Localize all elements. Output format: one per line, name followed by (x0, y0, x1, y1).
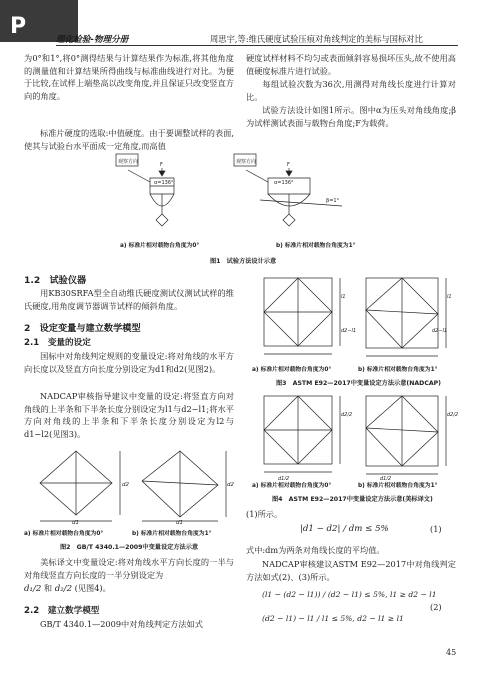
left-paragraph-5: NADCAP审核指导建议中变量的设定:将竖直方向对角线的上半条和下半条长度分别设定为l1与d2−l1;将水平方向对角线的上半条和下半条长度分别设定为l2与d1−l2(见图3)。 (24, 391, 234, 439)
left-paragraph-6b: d₁/2 和 d₂/2 (见图4)。 (24, 583, 111, 594)
right-paragraph-6: NADCAP审核建议ASTM E92—2017中对角线判定方法如式(2)、(3)所示。 (246, 559, 456, 582)
running-title: 周思宇,等:维氏硬度试验压痕对角线判定的美标与国标对比 (210, 34, 423, 44)
figure-4b (366, 396, 446, 474)
section-1-2-heading: 1.2 试验仪器 (24, 275, 87, 286)
fig1b-F-label: F (287, 162, 290, 168)
left-paragraph-1: 为0°和1°,将0°测得结果与计算结果作为标准,将其他角度的测量值和计算结果所得曲线与标准曲线进行对比。为便于比较,在试样上端垫高以改变角度,并且保证只改变竖直方向的角度。 (24, 53, 234, 101)
fig4-sub-b: b) 标准片相对载物台角度为1° (358, 483, 438, 489)
fig1b-view-label: 观察方向 (236, 159, 257, 165)
fig2-sub-a: a) 标准片相对载物台角度为0° (24, 531, 104, 537)
fig4b-d2-half: d2/2 (447, 412, 458, 418)
journal-logo: P (10, 14, 27, 39)
frac-d1-2: d₁/2 (24, 584, 42, 594)
fig3b-d2-l1: d2−l1 (432, 328, 448, 334)
fig3-sub-a: a) 标准片相对载物台角度为0° (252, 367, 332, 373)
fig4b-d1-half: d1/2 (380, 476, 392, 480)
left-paragraph-4: 国标中对角线判定规则的变量设定:将对角线的水平方向长度以及竖直方向长度分别设定为d1和d2(见图2)。 (24, 351, 234, 374)
fig1-sub-a: a) 标准片相对载物台角度为0° (120, 243, 200, 249)
section-2-1-heading: 2.1 变量的设定 (24, 338, 91, 348)
right-paragraph-3: 试验方法设计如图1所示。图中α为压头对角线角度;β为试样测试表面与载物台角度;F为载荷。 (246, 105, 456, 128)
figure-3a (264, 278, 340, 354)
header-rule (56, 45, 458, 46)
page-number: 45 (446, 648, 457, 657)
fig3-sub-b: b) 标准片相对载物台角度为1° (358, 367, 438, 373)
right-paragraph-5: 式中:dm为两条对角线长度的平均值。 (246, 545, 385, 555)
fig1b-alpha-label: α=136° (274, 180, 294, 186)
figure-1-diagram (110, 148, 370, 240)
section-2-2-heading: 2.2 建立数学模型 (24, 606, 100, 616)
right-paragraph-1: 硬度试样材料不均匀或表面倾斜容易损坏压头,故不使用高值硬度标准片进行试验。 (246, 53, 456, 76)
equation-1-number: (1) (430, 524, 442, 534)
fig2b-d2: d2 (227, 482, 234, 488)
left-paragraph-3: 用KB30SRFA型全自动维氏硬度测试仪测试试样的维氏硬度,用角度调节器调节试样的倾斜角度。 (24, 288, 234, 311)
figure-2-diagram (28, 445, 234, 525)
section-2-heading: 2 设定变量与建立数学模型 (24, 323, 141, 334)
figure-4a (264, 396, 340, 472)
journal-name: 理化检验-物理分册 (56, 35, 129, 45)
fig2a-d2: d2 (122, 482, 129, 488)
figure-4-diagram (252, 388, 458, 480)
left-paragraph-2: 标准片硬度的选取:中值硬度。由于要调整试样的表面,使其与试验台水平面成一定角度,而高值 (24, 128, 234, 151)
figure-3b (366, 278, 446, 356)
fig3b-l1: l1 (447, 294, 452, 300)
fig1b-beta-label: β=1° (326, 198, 340, 204)
fig3a-d2-l1: d2−l1 (341, 328, 357, 334)
frac-d2-2: d₂/2 (54, 584, 73, 594)
equation-1: |d1 − d2| / dm ≤ 5% (300, 524, 389, 534)
figure-3-diagram (252, 270, 458, 362)
right-paragraph-4: (1)所示。 (246, 509, 283, 519)
fig1a-F-label: F (160, 162, 163, 168)
fig3-caption: 图3 ASTM E92—2017中变量设定方法示意(NADCAP) (276, 380, 442, 387)
fig4-caption: 图4 ASTM E92—2017中变量设定方法示意(美标译文) (272, 496, 433, 503)
fig1a-alpha-label: α=136° (154, 180, 174, 186)
fig1a-view-label: 观察方向 (118, 159, 139, 165)
equation-2-line-2: (d2 − l1) − l1 / l1 ≤ 5%, d2 − l1 ≥ l1 (262, 614, 404, 623)
equation-2-number: (2) (430, 602, 442, 612)
figure-2a (40, 451, 120, 521)
fig2-sub-b: b) 标准片相对载物台角度为1° (132, 531, 212, 537)
left-paragraph-7: GB/T 4340.1—2009中对角线判定方法如式 (40, 619, 203, 629)
equation-2-line-1: (l1 − (d2 − l1)) / (d2 − l1) ≤ 5%, l1 ≥ d2 − l1 (262, 590, 437, 599)
fig3a-l1: l1 (341, 294, 346, 300)
fig4-sub-a: a) 标准片相对载物台角度为0° (252, 483, 332, 489)
fig2a-d1: d1 (72, 520, 79, 525)
fig4a-d2-half: d2/2 (341, 412, 353, 418)
fig1-caption: 图1 试验方法设计示意 (210, 258, 277, 265)
figure-2b (142, 451, 226, 521)
fig2b-d1: d1 (176, 520, 183, 525)
fig4a-d1-half: d1/2 (278, 476, 290, 480)
left-paragraph-6: 美标译文中变量设定:将对角线水平方向长度的一半与对角线竖直方向长度的一半分别设定为 (24, 557, 234, 580)
fig2-caption: 图2 GB/T 4340.1—2009中变量设定方法示意 (60, 544, 199, 551)
right-paragraph-2: 每组试验次数为36次,用测得对角线长度进行计算对比。 (246, 79, 456, 102)
fig1-sub-b: b) 标准片相对载物台角度为1° (276, 243, 356, 249)
